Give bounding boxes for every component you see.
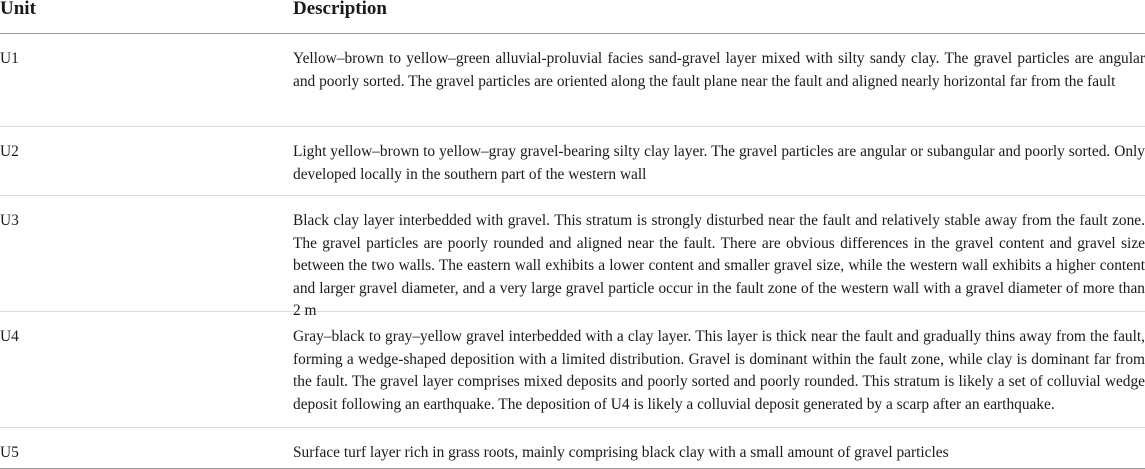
table-row	[0, 428, 1145, 469]
description-column-header: Description	[293, 0, 387, 19]
unit-cell: U4	[0, 328, 19, 345]
table-row	[0, 127, 1145, 196]
table-row	[0, 34, 1145, 127]
description-cell: Light yellow–brown to yellow–gray gravel-bearing silty clay layer. The gravel particles are angular or subangular and poorly sorted. Only developed locally in the southern part of the western wall	[293, 143, 1145, 183]
table-row	[0, 312, 1145, 428]
description-cell: Gray–black to gray–yellow gravel interbedded with a clay layer. This layer is thick near the fault and gradually thins away from the fault, forming a wedge-shaped deposition with a limited distribution. Gravel is dominant within the fault zone, while clay is dominant far from the fault. The gravel layer comprises mixed deposits and poorly sorted and poorly rounded. This stratum is likely a set of colluvial wedge deposit following an earthquake. The deposition of U4 is likely a colluvial deposit generated by a scarp after an earthquake.	[293, 328, 1145, 413]
description-cell: Black clay layer interbedded with gravel. This stratum is strongly disturbed near the fault and relatively stable away from the fault zone. The gravel particles are poorly rounded and aligned near the fault. There are obvious differences in the gravel content and gravel size between the two walls. The eastern wall exhibits a lower content and smaller gravel size, while the western wall exhibits a higher content and larger gravel diameter, and a very large gravel particle occur in the fault zone of the western wall with a gravel diameter of more than 2 m	[293, 212, 1145, 319]
unit-cell: U3	[0, 212, 19, 229]
table-row	[0, 196, 1145, 319]
unit-cell: U2	[0, 143, 19, 160]
table-header-row	[0, 0, 1145, 34]
unit-cell: U1	[0, 50, 19, 67]
description-cell: Yellow–brown to yellow–green alluvial-proluvial facies sand-gravel layer mixed with silty sandy clay. The gravel particles are angular and poorly sorted. The gravel particles are oriented along the fault plane near the fault and aligned nearly horizontal far from the fault	[293, 50, 1145, 90]
unit-cell: U5	[0, 444, 19, 461]
description-cell: Surface turf layer rich in grass roots, mainly comprising black clay with a small amount of gravel particles	[293, 444, 949, 461]
unit-column-header: Unit	[0, 0, 36, 19]
